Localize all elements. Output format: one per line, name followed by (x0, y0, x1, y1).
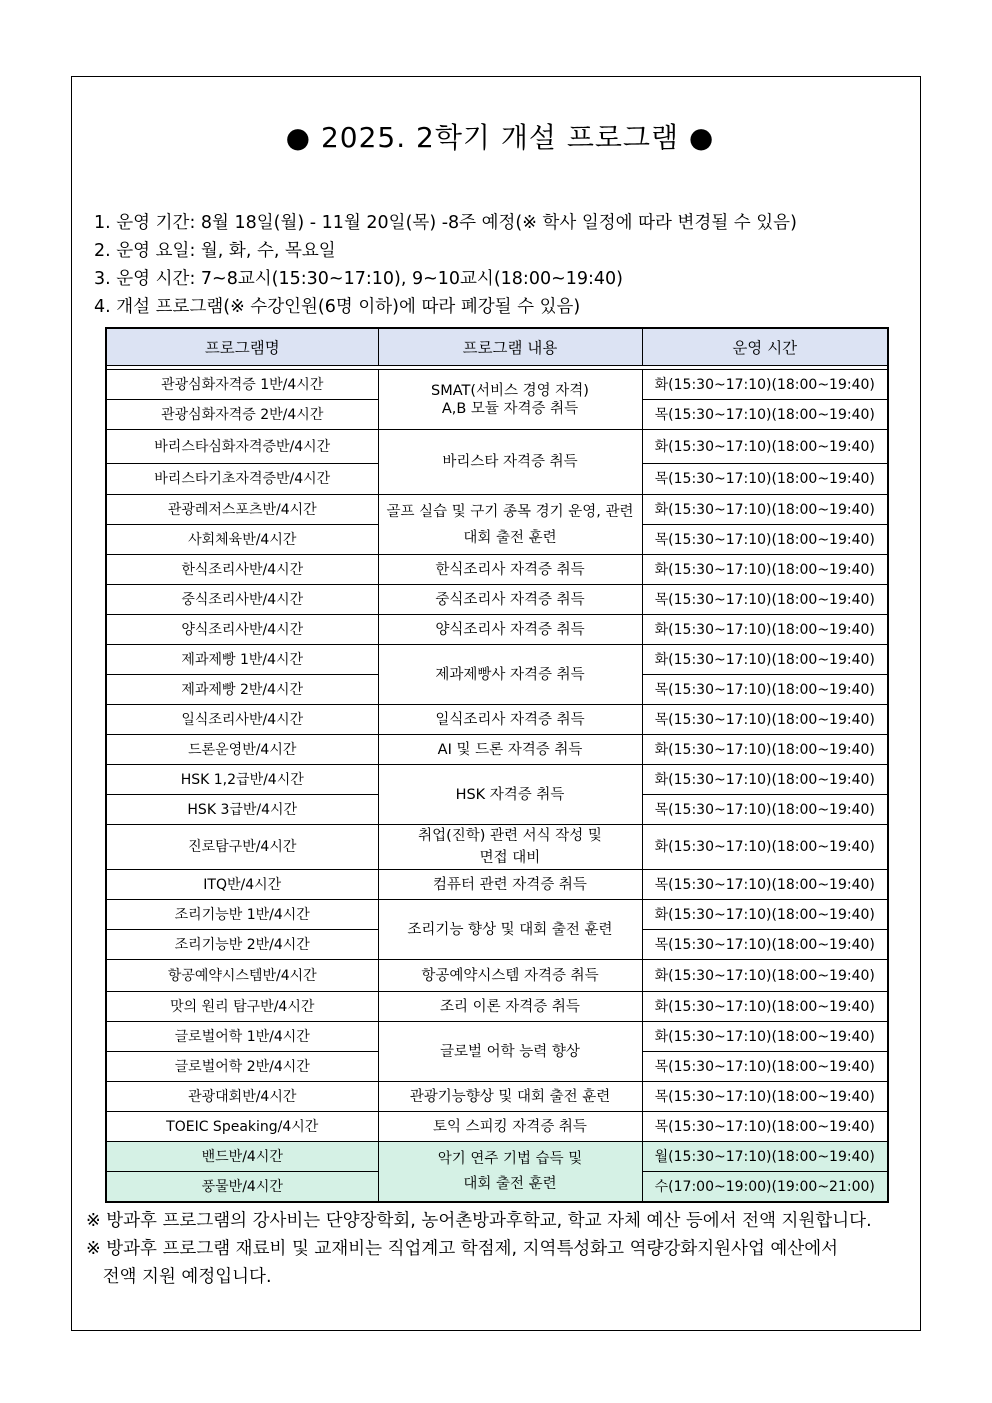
program-table (105, 327, 889, 1203)
program-time: 화(15:30~17:10)(18:00~19:40) (642, 645, 888, 675)
table-row (106, 370, 888, 400)
program-time: 화(15:30~17:10)(18:00~19:40) (642, 735, 888, 765)
program-name: 관광심화자격증 1반/4시간 (106, 370, 378, 400)
program-time: 목(15:30~17:10)(18:00~19:40) (642, 795, 888, 825)
program-name: 양식조리사반/4시간 (106, 615, 378, 645)
program-name: 조리기능반 2반/4시간 (106, 930, 378, 960)
program-name: 글로벌어학 2반/4시간 (106, 1052, 378, 1082)
program-content: 악기 연주 기법 습득 및 대회 출전 훈련 (378, 1142, 642, 1203)
program-name: 진로탐구반/4시간 (106, 825, 378, 870)
program-content: 항공예약시스템 자격증 취득 (378, 960, 642, 992)
program-time: 화(15:30~17:10)(18:00~19:40) (642, 960, 888, 992)
program-content: 바리스타 자격증 취득 (378, 430, 642, 495)
program-content: 관광기능향상 및 대회 출전 훈련 (378, 1082, 642, 1112)
program-time: 목(15:30~17:10)(18:00~19:40) (642, 1082, 888, 1112)
program-content: 토익 스피킹 자격증 취득 (378, 1112, 642, 1142)
program-time: 화(15:30~17:10)(18:00~19:40) (642, 900, 888, 930)
header-schedule: 운영 시간 (642, 328, 888, 366)
program-time: 목(15:30~17:10)(18:00~19:40) (642, 870, 888, 900)
table-row (106, 765, 888, 795)
page-title: ● 2025. 2학기 개설 프로그램 ● (285, 121, 715, 154)
program-name: 관광심화자격증 2반/4시간 (106, 400, 378, 430)
program-time: 화(15:30~17:10)(18:00~19:40) (642, 495, 888, 525)
program-content: 조리기능 향상 및 대회 출전 훈련 (378, 900, 642, 960)
program-name: 사회체육반/4시간 (106, 525, 378, 555)
program-time: 화(15:30~17:10)(18:00~19:40) (642, 765, 888, 795)
info-hours: 3. 운영 시간: 7~8교시(15:30~17:10), 9~10교시(18:00~19:40) (94, 269, 624, 289)
program-name: 관광레저스포츠반/4시간 (106, 495, 378, 525)
table-row (106, 430, 888, 464)
info-period: 1. 운영 기간: 8월 18일(월) - 11월 20일(목) -8주 예정(※ 학사 일정에 따라 변경될 수 있음) (94, 213, 797, 233)
table-row (106, 1142, 888, 1172)
table-row (106, 615, 888, 645)
program-time: 화(15:30~17:10)(18:00~19:40) (642, 615, 888, 645)
program-content: 일식조리사 자격증 취득 (378, 705, 642, 735)
program-time: 목(15:30~17:10)(18:00~19:40) (642, 400, 888, 430)
program-time: 목(15:30~17:10)(18:00~19:40) (642, 705, 888, 735)
header-program-name: 프로그램명 (106, 328, 378, 366)
table-row (106, 960, 888, 992)
table-row (106, 870, 888, 900)
program-time: 화(15:30~17:10)(18:00~19:40) (642, 555, 888, 585)
program-time: 목(15:30~17:10)(18:00~19:40) (642, 525, 888, 555)
program-content: 컴퓨터 관련 자격증 취득 (378, 870, 642, 900)
info-days: 2. 운영 요일: 월, 화, 수, 목요일 (94, 241, 336, 261)
program-content: 조리 이론 자격증 취득 (378, 992, 642, 1022)
program-name: 풍물반/4시간 (106, 1172, 378, 1203)
program-content: HSK 자격증 취득 (378, 765, 642, 825)
program-content: 한식조리사 자격증 취득 (378, 555, 642, 585)
program-time: 화(15:30~17:10)(18:00~19:40) (642, 1022, 888, 1052)
program-name: HSK 1,2급반/4시간 (106, 765, 378, 795)
program-name: TOEIC Speaking/4시간 (106, 1112, 378, 1142)
program-name: 글로벌어학 1반/4시간 (106, 1022, 378, 1052)
program-time: 화(15:30~17:10)(18:00~19:40) (642, 992, 888, 1022)
table-row (106, 1022, 888, 1052)
table-row (106, 1082, 888, 1112)
program-content: AI 및 드론 자격증 취득 (378, 735, 642, 765)
program-name: 제과제빵 2반/4시간 (106, 675, 378, 705)
program-time: 목(15:30~17:10)(18:00~19:40) (642, 930, 888, 960)
table-row (106, 555, 888, 585)
program-name: HSK 3급반/4시간 (106, 795, 378, 825)
program-time: 목(15:30~17:10)(18:00~19:40) (642, 585, 888, 615)
program-name: 바리스타심화자격증반/4시간 (106, 430, 378, 464)
table-row (106, 825, 888, 870)
table-row (106, 585, 888, 615)
table-row (106, 495, 888, 525)
header-program-content: 프로그램 내용 (378, 328, 642, 366)
table-row (106, 1112, 888, 1142)
program-name: 드론운영반/4시간 (106, 735, 378, 765)
program-name: 항공예약시스템반/4시간 (106, 960, 378, 992)
note-material-fees: ※ 방과후 프로그램 재료비 및 교재비는 직업계고 학점제, 지역특성화고 역량강화지원사업 예산에서 (86, 1239, 839, 1259)
program-name: 일식조리사반/4시간 (106, 705, 378, 735)
program-content: 글로벌 어학 능력 향상 (378, 1022, 642, 1082)
table-row (106, 900, 888, 930)
program-time: 목(15:30~17:10)(18:00~19:40) (642, 675, 888, 705)
program-name: 맛의 원리 탐구반/4시간 (106, 992, 378, 1022)
program-name: ITQ반/4시간 (106, 870, 378, 900)
program-name: 바리스타기초자격증반/4시간 (106, 464, 378, 495)
program-time: 화(15:30~17:10)(18:00~19:40) (642, 370, 888, 400)
program-content: 양식조리사 자격증 취득 (378, 615, 642, 645)
table-row (106, 705, 888, 735)
program-name: 중식조리사반/4시간 (106, 585, 378, 615)
info-programs: 4. 개설 프로그램(※ 수강인원(6명 이하)에 따라 폐강될 수 있음) (94, 297, 581, 317)
table-row (106, 735, 888, 765)
program-time: 화(15:30~17:10)(18:00~19:40) (642, 825, 888, 870)
program-content: 제과제빵사 자격증 취득 (378, 645, 642, 705)
table-header-row (106, 328, 888, 366)
program-time: 수(17:00~19:00)(19:00~21:00) (642, 1172, 888, 1203)
notes (86, 1207, 916, 1291)
program-content: 취업(진학) 관련 서식 작성 및 면접 대비 (378, 825, 642, 870)
program-time: 목(15:30~17:10)(18:00~19:40) (642, 464, 888, 495)
info-list (94, 209, 894, 321)
program-name: 조리기능반 1반/4시간 (106, 900, 378, 930)
program-content: 골프 실습 및 구기 종목 경기 운영, 관련 대회 출전 훈련 (378, 495, 642, 555)
program-name: 제과제빵 1반/4시간 (106, 645, 378, 675)
table-row (106, 992, 888, 1022)
program-time: 목(15:30~17:10)(18:00~19:40) (642, 1052, 888, 1082)
program-name: 관광대회반/4시간 (106, 1082, 378, 1112)
program-name: 밴드반/4시간 (106, 1142, 378, 1172)
note-material-fees-cont: 전액 지원 예정입니다. (86, 1267, 272, 1287)
program-name: 한식조리사반/4시간 (106, 555, 378, 585)
program-time: 화(15:30~17:10)(18:00~19:40) (642, 430, 888, 464)
program-content: 중식조리사 자격증 취득 (378, 585, 642, 615)
program-time: 월(15:30~17:10)(18:00~19:40) (642, 1142, 888, 1172)
note-instructor-fees: ※ 방과후 프로그램의 강사비는 단양장학회, 농어촌방과후학교, 학교 자체 예산 등에서 전액 지원합니다. (86, 1211, 872, 1231)
program-content: SMAT(서비스 경영 자격) A,B 모듈 자격증 취득 (378, 370, 642, 430)
table-row (106, 645, 888, 675)
program-time: 목(15:30~17:10)(18:00~19:40) (642, 1112, 888, 1142)
